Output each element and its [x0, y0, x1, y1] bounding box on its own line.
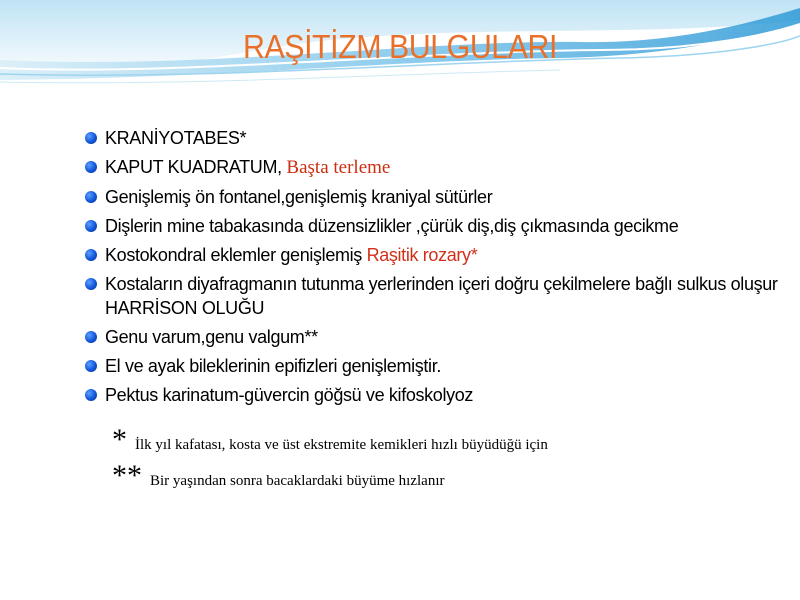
highlight-text: Başta terleme: [286, 157, 391, 178]
bullet-item: Dişlerin mine tabakasında düzensizlikler ,çürük diş,diş çıkmasında gecikme: [85, 214, 785, 238]
bullet-item: Pektus karinatum-güvercin göğsü ve kifoskolyoz: [85, 383, 785, 407]
footnote-1: [112, 425, 548, 461]
bullet-item: KRANİYOTABES*: [85, 126, 785, 150]
bullet-item: Genişlemiş ön fontanel,genişlemiş kraniyal sütürler: [85, 185, 785, 209]
highlight-text: Raşitik rozary*: [366, 245, 478, 265]
footnotes: [112, 425, 548, 497]
slide-title: RAŞİTİZM BULGULARI: [243, 28, 557, 65]
bullet-icon: [85, 132, 97, 144]
bullet-icon: [85, 191, 97, 203]
footnote-mark: **: [112, 459, 142, 492]
bullet-icon: [85, 161, 97, 173]
footnote-text: Bir yaşından sonra bacaklardaki büyüme hızlanır: [150, 473, 445, 489]
bullet-icon: [85, 249, 97, 261]
bullet-list: [85, 126, 785, 412]
footnote-2: [112, 461, 548, 497]
bullet-icon: [85, 360, 97, 372]
bullet-item: KAPUT KUADRATUM, Başta terleme: [85, 155, 785, 180]
footnote-mark: *: [112, 423, 127, 456]
bullet-icon: [85, 278, 97, 290]
bullet-item: Kostokondral eklemler genişlemiş Raşitik rozary*: [85, 243, 785, 267]
bullet-item: Genu varum,genu valgum**: [85, 325, 785, 349]
bullet-icon: [85, 331, 97, 343]
bullet-icon: [85, 220, 97, 232]
bullet-item: Kostaların diyafragmanın tutunma yerlerinden içeri doğru çekilmelere bağlı sulkus oluşur HARRİSON OLUĞU: [85, 272, 785, 320]
bullet-icon: [85, 389, 97, 401]
bullet-item: El ve ayak bileklerinin epifizleri genişlemiştir.: [85, 354, 785, 378]
footnote-text: İlk yıl kafatası, kosta ve üst ekstremite kemikleri hızlı büyüdüğü için: [135, 437, 548, 453]
